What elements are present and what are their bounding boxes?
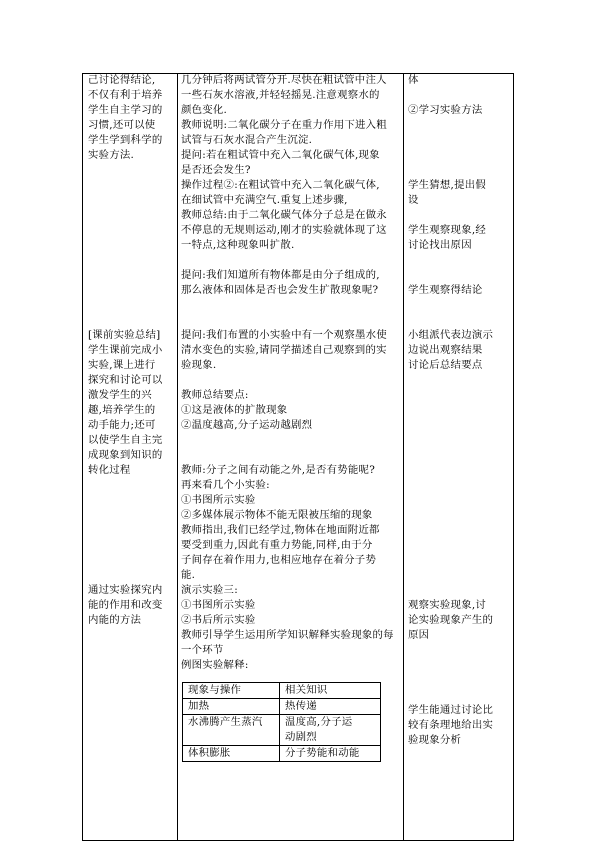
text-line	[408, 658, 510, 673]
text-line	[88, 193, 174, 208]
text-line: 设	[408, 194, 419, 206]
text-line: 再来看几个小实验:	[181, 479, 270, 491]
text-line: 通过实验探究内	[88, 584, 163, 596]
text-line: 验现象.	[181, 359, 217, 371]
inner-table-row	[183, 746, 381, 762]
text-line: 提问:若在粗试管中充入二氧化碳气体,现象	[181, 149, 380, 161]
text-line: [课前实验总结]	[88, 329, 161, 341]
text-line	[408, 148, 510, 163]
inner-table-cell: 温度高,分子运 动剧烈	[280, 715, 381, 746]
text-line: 动手能力;还可	[88, 419, 156, 431]
text-line	[181, 448, 399, 463]
text-line: 讨论找出原因	[408, 239, 472, 251]
text-line: 一特点,这种现象叫扩散.	[181, 239, 295, 251]
text-line: 转化过程	[88, 464, 131, 476]
text-line: 能的作用和改变	[88, 599, 163, 611]
text-line: 习惯,还可以使	[88, 119, 156, 131]
text-line	[408, 463, 510, 478]
text-line: 是否还会发生?	[181, 164, 251, 176]
text-line	[408, 403, 510, 418]
text-line: 趣,培养学生的	[88, 404, 156, 416]
text-line	[408, 373, 510, 388]
text-line: 子间存在着作用力,也相应地存在着分子势	[181, 554, 377, 566]
text-line: 激发学生的兴	[88, 389, 152, 401]
text-line: ①这是液体的扩散现象	[181, 404, 288, 416]
text-line: 观察实验现象,讨	[408, 599, 487, 611]
text-line: 教师引导学生运用所学知识解释实验现象的每	[181, 629, 394, 641]
inner-table-cell: 热传递	[280, 699, 381, 715]
text-line	[408, 88, 510, 103]
text-line: 验现象分析	[408, 734, 462, 746]
text-line: 几分钟后将两试管分开.尽快在粗试管中注人	[181, 74, 387, 86]
text-line	[88, 568, 174, 583]
text-line	[408, 508, 510, 523]
text-line	[408, 118, 510, 133]
text-line	[408, 298, 510, 313]
text-line: 学生能通过讨论比	[408, 704, 494, 716]
text-line	[88, 493, 174, 508]
text-line	[408, 418, 510, 433]
text-line: 较有条理地给出实	[408, 719, 494, 731]
text-line	[88, 163, 174, 178]
text-line: 实验,课上进行	[88, 359, 156, 371]
table-column-divider-1	[177, 73, 178, 841]
text-line: 教师总结:由于二氧化碳气体分子总是在做永	[181, 209, 387, 221]
text-line	[408, 568, 510, 583]
text-line	[408, 688, 510, 703]
text-line: ②学习实验方法	[408, 104, 483, 116]
inner-table-cell: 现象与操作	[183, 683, 280, 699]
text-line	[408, 583, 510, 598]
text-line: 小组派代表边演示	[408, 329, 494, 341]
text-line	[408, 523, 510, 538]
experiment-explanation-table	[182, 682, 381, 762]
text-line	[88, 223, 174, 238]
text-line: 颜色变化.	[181, 104, 228, 116]
text-line: 己讨论得结论,	[88, 74, 156, 86]
text-line: ②书后所示实验	[181, 614, 256, 626]
text-line	[181, 298, 399, 313]
text-line: 内能的方法	[88, 614, 142, 626]
text-line: 学生自主学习的	[88, 104, 163, 116]
text-line: 学生学到科学的	[88, 134, 163, 146]
table-border-left	[82, 73, 83, 841]
text-line: 不仅有利于培养	[88, 89, 163, 101]
text-line	[88, 298, 174, 313]
text-line: 学生猜想,提出假	[408, 179, 487, 191]
text-line	[88, 268, 174, 283]
inner-table-row	[183, 715, 381, 746]
text-line	[408, 553, 510, 568]
inner-table-cell: 体积膨胀	[183, 746, 280, 762]
inner-table-header-row	[183, 683, 381, 699]
text-line	[88, 253, 174, 268]
text-line	[181, 313, 399, 328]
text-line	[181, 253, 399, 268]
text-line	[408, 478, 510, 493]
text-line	[408, 133, 510, 148]
text-line: 教师总结要点:	[181, 389, 249, 401]
text-line: 教师指出,我们已经学过,物体在地面附近都	[181, 524, 380, 536]
student-activity-column	[408, 73, 510, 748]
text-line	[88, 538, 174, 553]
text-line: ②多媒体展示物体不能无限被压缩的现象	[181, 509, 373, 521]
text-line	[408, 433, 510, 448]
text-line: 试管与石灰水混合产生沉淀.	[181, 134, 313, 146]
text-line	[181, 373, 399, 388]
text-line	[88, 523, 174, 538]
table-column-divider-2	[403, 73, 404, 841]
text-line	[181, 433, 399, 448]
text-line	[88, 313, 174, 328]
text-line	[88, 508, 174, 523]
inner-table-cell: 分子势能和动能	[280, 746, 381, 762]
text-line: 教师:分子之间有动能之外,是否有势能呢?	[181, 464, 376, 476]
text-line: 一个环节	[181, 644, 224, 656]
teaching-process-column	[181, 73, 399, 673]
text-line: 学生观察现象,经	[408, 224, 487, 236]
text-line	[408, 538, 510, 553]
text-line: 不停息的无规则运动,刚才的实验就体现了这	[181, 224, 387, 236]
text-line	[408, 643, 510, 658]
text-line	[408, 448, 510, 463]
text-line: 学生课前完成小	[88, 344, 163, 356]
text-line: 能.	[181, 569, 196, 581]
text-line	[408, 388, 510, 403]
inner-table-cell: 相关知识	[280, 683, 381, 699]
text-line	[408, 163, 510, 178]
text-line	[408, 208, 510, 223]
text-line: 一些石灰水溶液,并轻轻摇晃.注意观察水的	[181, 89, 380, 101]
text-line: 学生观察得结论	[408, 284, 483, 296]
inner-table-cell: 加热	[183, 699, 280, 715]
text-line: 演示实验三:	[181, 584, 238, 596]
text-line: 操作过程②:在粗试管中充入二氧化碳气体,	[181, 179, 380, 191]
text-line: 提问:我们布置的小实验中有一个观察墨水使	[181, 329, 387, 341]
text-line: 提问:我们知道所有物体都是由分子组成的,	[181, 269, 380, 281]
text-line	[88, 283, 174, 298]
text-line: 要受到重力,因此有重力势能,同样,由于分	[181, 539, 373, 551]
text-line: 例图实验解释:	[181, 659, 249, 671]
text-line: 以使学生自主完	[88, 434, 163, 446]
text-line	[88, 178, 174, 193]
text-line	[88, 478, 174, 493]
text-line: 讨论后总结要点	[408, 359, 483, 371]
design-intent-column	[88, 73, 174, 628]
text-line: 边说出观察结果	[408, 344, 483, 356]
text-line: 探究和讨论可以	[88, 374, 163, 386]
text-line	[408, 673, 510, 688]
text-line: 实验方法.	[88, 149, 135, 161]
inner-table-cell: 水沸腾产生蒸汽	[183, 715, 280, 746]
text-line: 那么液体和固体是否也会发生扩散现象呢?	[181, 284, 379, 296]
text-line: ①书图所示实验	[181, 494, 256, 506]
text-line	[88, 553, 174, 568]
text-line: 清水变色的实验,请同学描述自己观察到的实	[181, 344, 387, 356]
table-border-right	[513, 73, 514, 841]
text-line: 体	[408, 74, 419, 86]
text-line: 在细试管中充满空气.重复上述步骤,	[181, 194, 348, 206]
text-line: 成现象到知识的	[88, 449, 163, 461]
text-line: ②温度越高,分子运动越剧烈	[181, 419, 313, 431]
text-line	[408, 313, 510, 328]
text-line	[408, 493, 510, 508]
inner-table-row	[183, 699, 381, 715]
text-line	[88, 238, 174, 253]
text-line: 论实验现象产生的	[408, 614, 494, 626]
text-line: ①书图所示实验	[181, 599, 256, 611]
text-line	[408, 253, 510, 268]
text-line: 原因	[408, 629, 430, 641]
text-line: 教师说明:二氧化碳分子在重力作用下进入粗	[181, 119, 387, 131]
text-line	[408, 268, 510, 283]
text-line	[88, 208, 174, 223]
